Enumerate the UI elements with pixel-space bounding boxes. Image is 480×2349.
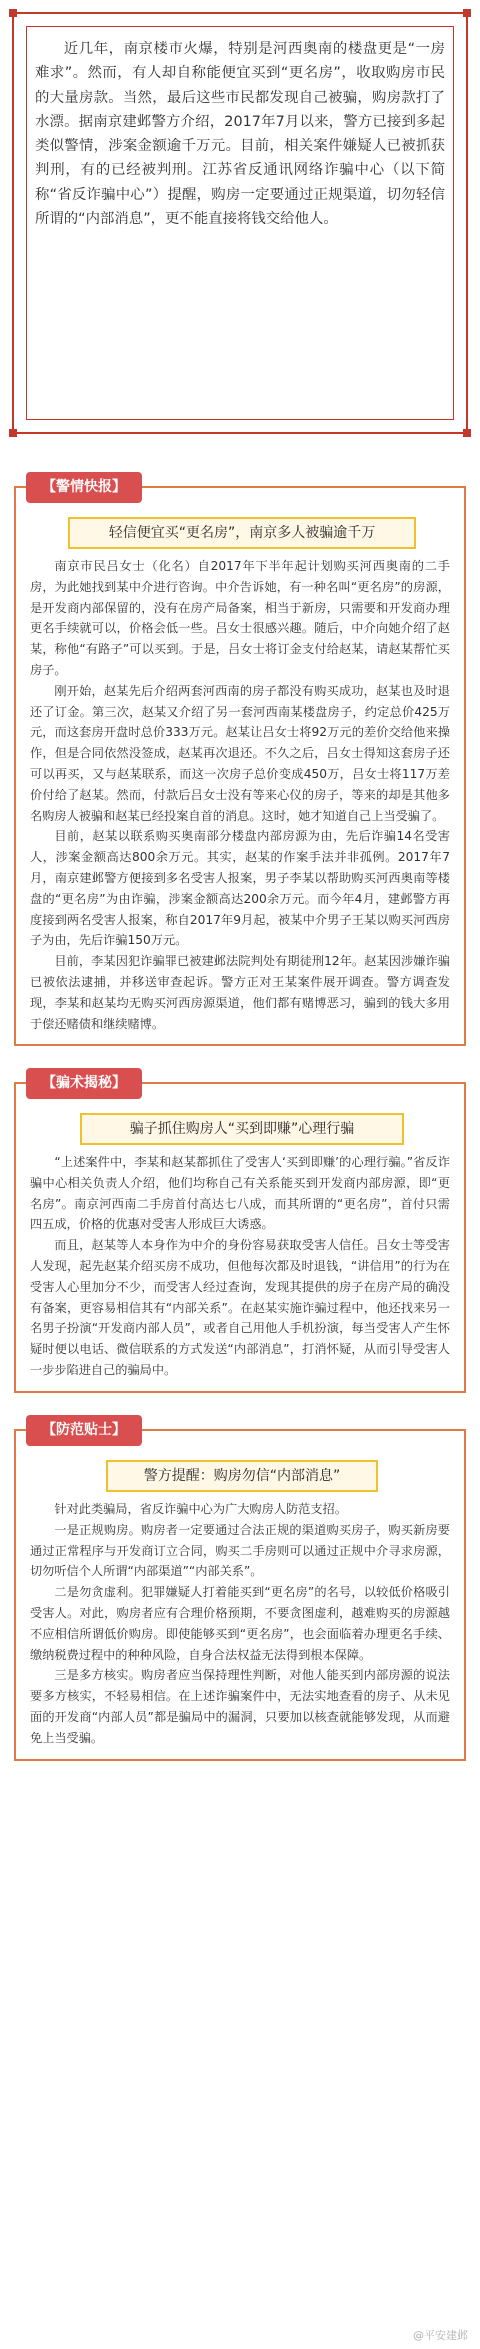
paragraph: 一是正规购房。购房者一定要通过合法正规的渠道购买房子，购买新房要通过正常程序与开发商订立合同，购买二手房则可以通过正规中介寻求房源，切勿听信个人所谓“内部渠道”“内部关系”。 [30, 1522, 450, 1579]
paragraph: 三是多方核实。购房者应当保持理性判断，对他人能买到内部房源的说法要多方核实，不轻易相信。在上述诈骗案件中，无法实地查看的房子、从未见面的开发商“内部人员”都是骗局中的漏洞，只要加以核查就能够发现，从而避免上当受骗。 [30, 1668, 450, 1745]
section-subtitle: 轻信便宜买“更名房”，南京多人被骗逾千万 [68, 517, 416, 549]
section-reveal [14, 1075, 466, 1393]
paragraph: “上述案件中，李某和赵某都抓住了受害人‘买到即赚’的心理行骗。”省反诈骗中心相关负责人介绍，他们均称自己有关系能买到开发商内部房源，即“更名房”。南京河西南二手房首付高达七八成，而其所谓的“更名房”，首付只需四五成，价格的优惠对受害人形成巨大诱惑。 [30, 1155, 450, 1232]
section-tips [14, 1422, 466, 1761]
watermark: @平安建邺 [413, 2329, 468, 2342]
section-body [30, 556, 450, 1034]
section-body [30, 1152, 450, 1381]
corner-mark [9, 429, 17, 437]
section-subtitle: 骗子抓住购房人“买到即赚”心理行骗 [80, 1113, 404, 1145]
paragraph: 针对此类骗局，省反诈骗中心为广大购房人防范支招。 [54, 1502, 347, 1516]
paragraph: 而且，赵某等人本身作为中介的身份容易获取受害人信任。吕女士等受害人发现，起先赵某介绍买房不成功，但他每次都及时退钱，“讲信用”的行为在受害人心里加分不少，而受害人经过查询，发现其提供的房子在房产局的确没有备案，更容易相信其有“内部关系”。在赵某实施诈骗过程中，他还找来另一名男子扮演“开发商内部人员”，或者自己用他人手机扮演，每当受害人产生怀疑时便以电话、微信联系的方式发送“内部消息”，打消怀疑，从而引导受害人一步步陷进自己的骗局中。 [30, 1238, 450, 1377]
paragraph: 二是勿贪虚利。犯罪嫌疑人打着能买到“更名房”的名号，以较低价格吸引受害人。对此，购房者应有合理价格预期，不要贪图虚利，越难购买的房源越不应相信所谓低价购房。即使能够买到“更名房”，也会面临着办理更名手续、缴纳税费过程中的种种风险，自身合法权益无法得到根本保障。 [30, 1585, 450, 1662]
corner-mark [463, 9, 471, 17]
paragraph: 南京市民吕女士（化名）自2017年下半年起计划购买河西奥南的二手房，为此她找到某中介进行咨询。中介告诉她，有一种名叫“更名房”的房源，是开发商内部保留的，没有在房产局备案，相当于新房，只需要和开发商办理更名手续就可以，价格会低一些。吕女士很感兴趣。随后，中介向她介绍了赵某，称他“有路子”可以买到。于是，吕女士将订金支付给赵某，请赵某帮忙买房子。 [30, 559, 450, 677]
paragraph: 目前，李某因犯诈骗罪已被建邺法院判处有期徒刑12年。赵某因涉嫌诈骗已被依法逮捕，并移送审查起诉。警方正对王某案件展开调查。警方调查发现，李某和赵某均无购买河西房源渠道，他们都有赌博恶习，骗到的钱大多用于偿还赌债和继续赌博。 [30, 954, 450, 1031]
corner-mark [9, 9, 17, 17]
paragraph: 目前，赵某以联系购买奥南部分楼盘内部房源为由，先后诈骗14名受害人，涉案金额高达800余万元。其实，赵某的作案手法并非孤例。2017年7月，南京建邺警方便接到多名受害人报案，男子李某以帮助购买河西奥南等楼盘的“更名房”为由诈骗，涉案金额高达200余万元。而今年4月，建邺警方再度接到两名受害人报案，称自2017年9月起，被某中介男子王某以购买河西房子为由，先后诈骗150万元。 [30, 829, 450, 948]
section-alert [14, 479, 466, 1046]
corner-mark [463, 429, 471, 437]
intro-frame [12, 12, 468, 434]
section-tag: 【警情快报】 [26, 472, 142, 503]
paragraph: 刚开始，赵某先后介绍两套河西南的房子都没有购买成功，赵某也及时退还了订金。第三次，赵某又介绍了另一套河西南某楼盘房子，约定总价425万元，而这套房开盘时总价333万元。赵某让吕女士将92万元的差价交给他来操作，但是合同依然没签成，赵某再次退还。不久之后，吕女士得知这套房子还可以再买，又与赵某联系，而这一次房子总价变成450万，吕女士将117万差价付给了赵某。然而，付款后吕女士没有等来心仪的房子，等来的却是其他多名购房人被骗和赵某已经投案自首的消息。这时，她才知道自己上当受骗了。 [30, 683, 450, 823]
intro-text: 近几年，南京楼市火爆，特别是河西奥南的楼盘更是“一房难求”。然而，有人却自称能便宜买到“更名房”，收取购房市民的大量房款。当然，最后这些市民都发现自己被骗，购房款打了水漂。据南京建邺警方介绍，2017年7月以来，警方已接到多起类似警情，涉案金额逾千万元。目前，相关案件嫌疑人已被抓获判刑，有的已经被判刑。江苏省反通讯网络诈骗中心（以下简称“省反诈骗中心”）提醒，购房一定要通过正规渠道，切勿轻信所谓的“内部消息”，更不能直接将钱交给他人。 [35, 41, 445, 228]
intro-inner-box [26, 26, 454, 420]
section-body [30, 1499, 450, 1749]
section-tag: 【防范贴士】 [26, 1415, 142, 1446]
section-subtitle: 警方提醒：购房勿信“内部消息” [106, 1460, 378, 1492]
section-tag: 【骗术揭秘】 [26, 1068, 142, 1099]
